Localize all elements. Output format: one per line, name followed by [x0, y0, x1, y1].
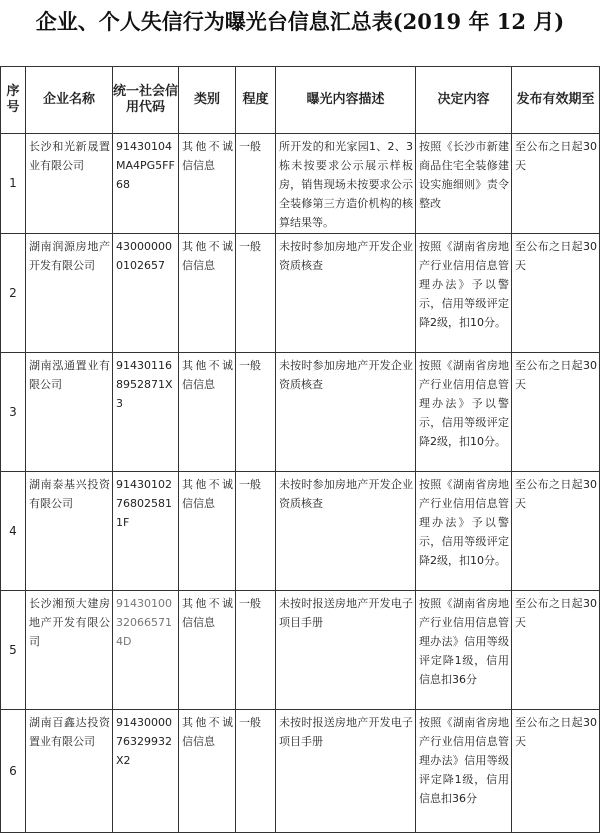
row-degree: 一般	[236, 353, 276, 472]
row-decision: 按照《湖南省房地产行业信用信息管理办法》予以警示，信用等级评定降2级，扣10分。	[416, 353, 512, 472]
summary-table	[0, 66, 600, 833]
row-decision: 按照《湖南省房地产行业信用信息管理办法》信用等级评定降1级，信用信息扣36分	[416, 710, 512, 833]
row-decision: 按照《湖南省房地产行业信用信息管理办法》信用等级评定降1级，信用信息扣36分	[416, 591, 512, 710]
table-row	[1, 134, 600, 234]
row-code: 914301168952871X3	[113, 353, 179, 472]
row-category: 其他不诚信信息	[179, 134, 236, 234]
row-code: 430000000102657	[113, 234, 179, 353]
row-seq: 3	[1, 353, 26, 472]
row-category: 其他不诚信信息	[179, 591, 236, 710]
row-degree: 一般	[236, 710, 276, 833]
row-seq: 4	[1, 472, 26, 591]
row-code: 91430104MA4PG5FF68	[113, 134, 179, 234]
page-title: 企业、个人失信行为曝光台信息汇总表(2019 年 12 月)	[35, 9, 565, 34]
header-degree: 程度	[236, 67, 276, 134]
row-validity: 至公布之日起30天	[512, 134, 600, 234]
header-validity: 发布有效期至	[512, 67, 600, 134]
row-name: 长沙湘预大建房地产开发有限公司	[26, 591, 113, 710]
row-description: 未按时报送房地产开发电子项目手册	[276, 591, 416, 710]
table-row	[1, 710, 600, 833]
row-validity: 至公布之日起30天	[512, 710, 600, 833]
row-code: 9143010276802581 1F	[113, 472, 179, 591]
row-name: 湖南泓通置业有限公司	[26, 353, 113, 472]
row-category: 其他不诚信信息	[179, 710, 236, 833]
table-row	[1, 591, 600, 710]
row-description: 未按时参加房地产开发企业资质核查	[276, 353, 416, 472]
row-code: 9143000076329932X2	[113, 710, 179, 833]
table-row	[1, 353, 600, 472]
table-header-row	[1, 67, 600, 134]
header-seq: 序号	[1, 67, 26, 134]
row-description: 未按时报送房地产开发电子项目手册	[276, 710, 416, 833]
row-validity: 至公布之日起30天	[512, 234, 600, 353]
header-code: 统一社会信用代码	[113, 67, 179, 134]
row-name: 湖南百鑫达投资置业有限公司	[26, 710, 113, 833]
row-category: 其他不诚信信息	[179, 472, 236, 591]
row-seq: 5	[1, 591, 26, 710]
row-name: 长沙和光新晟置业有限公司	[26, 134, 113, 234]
header-name: 企业名称	[26, 67, 113, 134]
row-code: 91430100320665714D	[113, 591, 179, 710]
row-category: 其他不诚信信息	[179, 234, 236, 353]
row-description: 所开发的和光家园1、2、3栋未按要求公示展示样板房，销售现场未按要求公示全装修第三方造价机构的核算结果等。	[276, 134, 416, 234]
header-category: 类别	[179, 67, 236, 134]
row-degree: 一般	[236, 234, 276, 353]
row-description: 未按时参加房地产开发企业资质核查	[276, 472, 416, 591]
row-validity: 至公布之日起30天	[512, 353, 600, 472]
table-row	[1, 234, 600, 353]
row-degree: 一般	[236, 591, 276, 710]
header-description: 曝光内容描述	[276, 67, 416, 134]
row-category: 其他不诚信信息	[179, 353, 236, 472]
row-seq: 2	[1, 234, 26, 353]
row-name: 湖南泰基兴投资有限公司	[26, 472, 113, 591]
row-decision: 按照《长沙市新建商品住宅全装修建设实施细则》责令整改	[416, 134, 512, 234]
row-validity: 至公布之日起30天	[512, 591, 600, 710]
row-degree: 一般	[236, 472, 276, 591]
row-description: 未按时参加房地产开发企业资质核查	[276, 234, 416, 353]
row-seq: 6	[1, 710, 26, 833]
row-name: 湖南润源房地产开发有限公司	[26, 234, 113, 353]
row-seq: 1	[1, 134, 26, 234]
row-degree: 一般	[236, 134, 276, 234]
row-decision: 按照《湖南省房地产行业信用信息管理办法》予以警示，信用等级评定降2级，扣10分。	[416, 472, 512, 591]
row-validity: 至公布之日起30天	[512, 472, 600, 591]
row-decision: 按照《湖南省房地产行业信用信息管理办法》予以警示，信用等级评定降2级，扣10分。	[416, 234, 512, 353]
table-row	[1, 472, 600, 591]
header-decision: 决定内容	[416, 67, 512, 134]
